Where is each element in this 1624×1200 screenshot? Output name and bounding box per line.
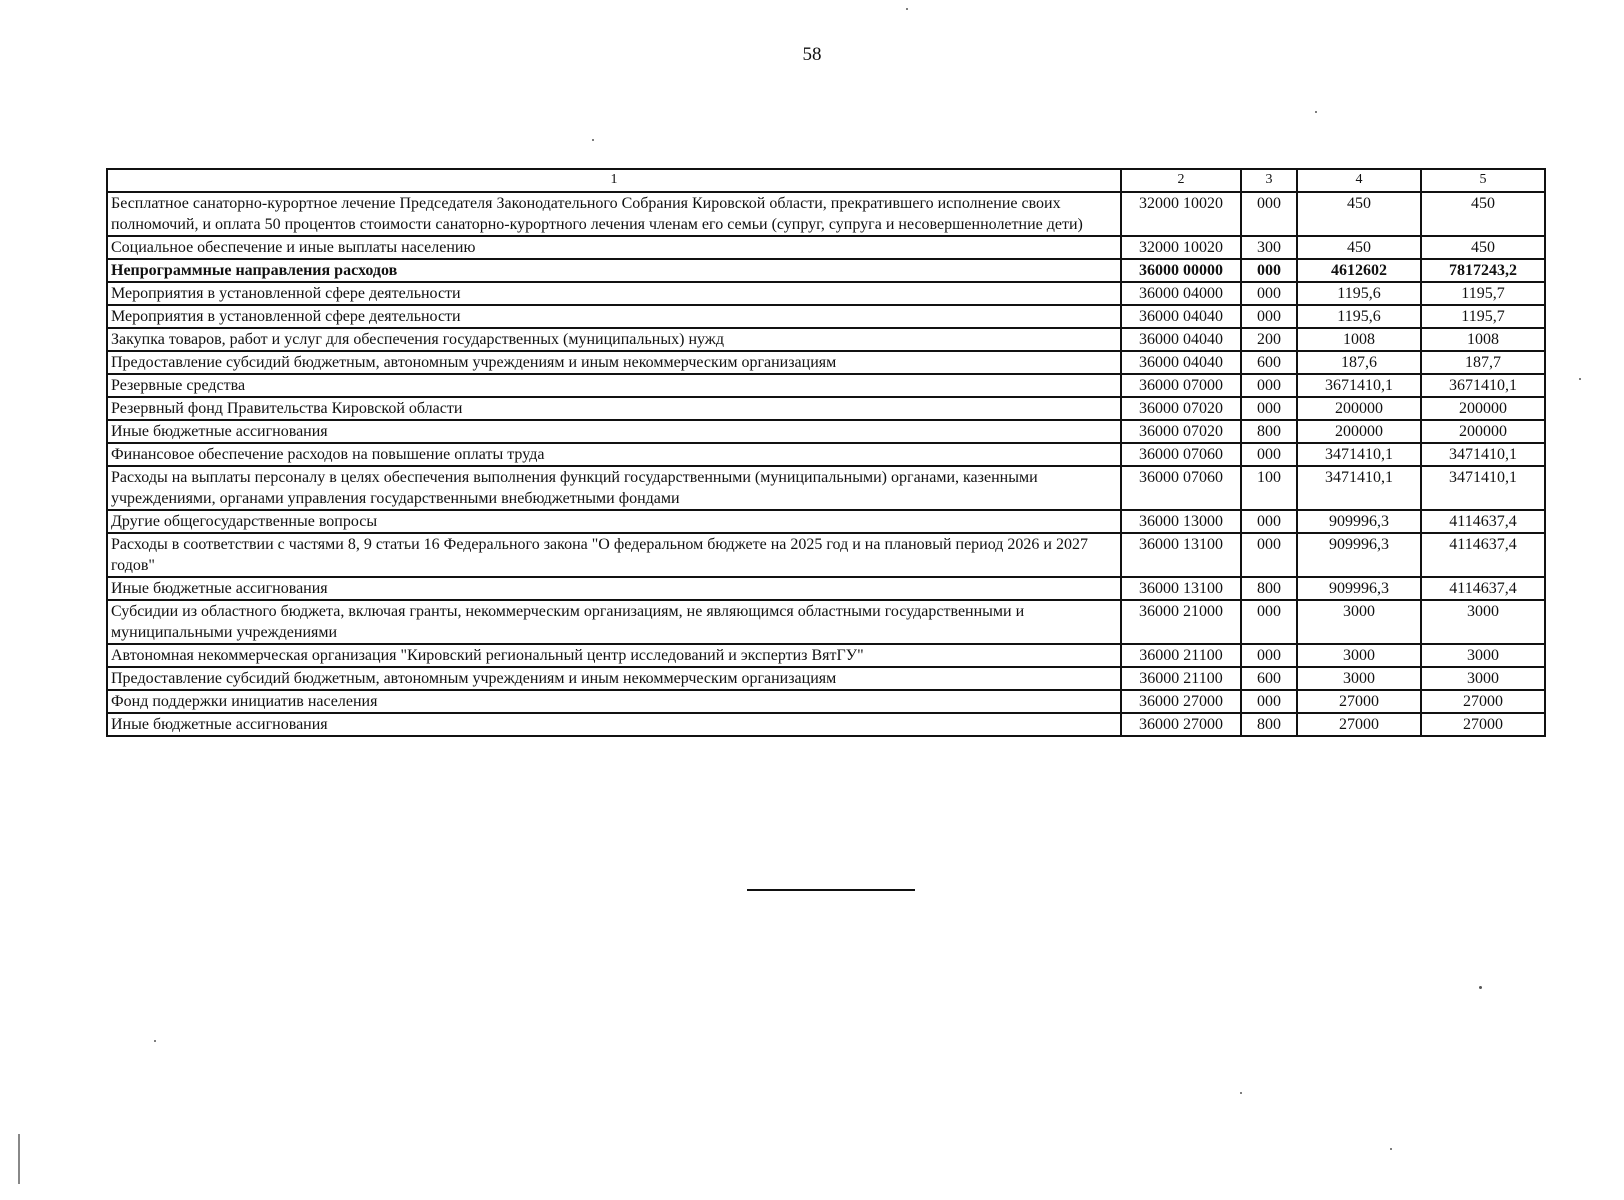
table-row	[107, 443, 1545, 466]
cell-code: 32000 10020	[1121, 192, 1241, 236]
cell-name: Непрограммные направления расходов	[107, 259, 1121, 282]
cell-amount-col4: 27000	[1297, 713, 1421, 736]
cell-amount-col5: 200000	[1421, 397, 1545, 420]
cell-expense-type: 000	[1241, 192, 1297, 236]
cell-code: 36000 00000	[1121, 259, 1241, 282]
cell-amount-col5: 3000	[1421, 667, 1545, 690]
header-col-4: 4	[1297, 169, 1421, 192]
cell-amount-col4: 4612602	[1297, 259, 1421, 282]
cell-expense-type: 000	[1241, 690, 1297, 713]
cell-code: 36000 13100	[1121, 533, 1241, 577]
cell-amount-col4: 3000	[1297, 644, 1421, 667]
budget-table	[106, 168, 1546, 737]
cell-name: Иные бюджетные ассигнования	[107, 577, 1121, 600]
cell-expense-type: 800	[1241, 577, 1297, 600]
cell-code: 36000 27000	[1121, 690, 1241, 713]
footer-rule	[747, 889, 915, 891]
cell-name: Иные бюджетные ассигнования	[107, 713, 1121, 736]
table-row	[107, 259, 1545, 282]
cell-expense-type: 200	[1241, 328, 1297, 351]
cell-amount-col5: 1195,7	[1421, 282, 1545, 305]
cell-expense-type: 100	[1241, 466, 1297, 510]
table-row	[107, 690, 1545, 713]
cell-code: 36000 04040	[1121, 328, 1241, 351]
cell-amount-col5: 3471410,1	[1421, 443, 1545, 466]
scan-speck	[1240, 1092, 1242, 1094]
cell-amount-col5: 4114637,4	[1421, 577, 1545, 600]
scan-speck	[1315, 111, 1317, 113]
cell-amount-col5: 3000	[1421, 600, 1545, 644]
cell-code: 32000 10020	[1121, 236, 1241, 259]
cell-code: 36000 07060	[1121, 443, 1241, 466]
cell-code: 36000 13000	[1121, 510, 1241, 533]
cell-amount-col5: 3671410,1	[1421, 374, 1545, 397]
table-row	[107, 374, 1545, 397]
table-row	[107, 510, 1545, 533]
table-row	[107, 644, 1545, 667]
cell-expense-type: 800	[1241, 713, 1297, 736]
cell-amount-col5: 7817243,2	[1421, 259, 1545, 282]
cell-name: Предоставление субсидий бюджетным, автономным учреждениям и иным некоммерческим организациям	[107, 351, 1121, 374]
table-row	[107, 351, 1545, 374]
cell-name: Социальное обеспечение и иные выплаты населению	[107, 236, 1121, 259]
cell-amount-col4: 450	[1297, 192, 1421, 236]
cell-code: 36000 21000	[1121, 600, 1241, 644]
header-col-1: 1	[107, 169, 1121, 192]
cell-name: Закупка товаров, работ и услуг для обеспечения государственных (муниципальных) нужд	[107, 328, 1121, 351]
cell-expense-type: 000	[1241, 644, 1297, 667]
table-row	[107, 466, 1545, 510]
table-row	[107, 305, 1545, 328]
cell-code: 36000 07020	[1121, 397, 1241, 420]
table-row	[107, 328, 1545, 351]
cell-amount-col4: 909996,3	[1297, 577, 1421, 600]
cell-amount-col5: 450	[1421, 192, 1545, 236]
cell-name: Субсидии из областного бюджета, включая гранты, некоммерческим организациям, не являющимся областными государственными и муниципальными учреждениями	[107, 600, 1121, 644]
cell-name: Фонд поддержки инициатив населения	[107, 690, 1121, 713]
cell-amount-col4: 1008	[1297, 328, 1421, 351]
cell-amount-col5: 3000	[1421, 644, 1545, 667]
table-body	[107, 192, 1545, 736]
cell-name: Финансовое обеспечение расходов на повышение оплаты труда	[107, 443, 1121, 466]
cell-amount-col4: 200000	[1297, 420, 1421, 443]
cell-expense-type: 000	[1241, 510, 1297, 533]
cell-name: Другие общегосударственные вопросы	[107, 510, 1121, 533]
cell-amount-col4: 27000	[1297, 690, 1421, 713]
table-row	[107, 282, 1545, 305]
scan-speck	[906, 8, 908, 10]
cell-name: Резервные средства	[107, 374, 1121, 397]
cell-amount-col5: 450	[1421, 236, 1545, 259]
cell-amount-col4: 1195,6	[1297, 305, 1421, 328]
cell-amount-col4: 450	[1297, 236, 1421, 259]
cell-expense-type: 000	[1241, 443, 1297, 466]
table-row	[107, 397, 1545, 420]
cell-code: 36000 07060	[1121, 466, 1241, 510]
cell-code: 36000 13100	[1121, 577, 1241, 600]
cell-code: 36000 07000	[1121, 374, 1241, 397]
cell-amount-col4: 3000	[1297, 667, 1421, 690]
scan-speck	[592, 139, 594, 141]
scan-speck	[154, 1040, 156, 1042]
cell-amount-col4: 909996,3	[1297, 510, 1421, 533]
cell-expense-type: 600	[1241, 351, 1297, 374]
cell-expense-type: 000	[1241, 374, 1297, 397]
cell-code: 36000 07020	[1121, 420, 1241, 443]
cell-amount-col4: 200000	[1297, 397, 1421, 420]
cell-name: Бесплатное санаторно-курортное лечение Председателя Законодательного Собрания Кировской области, прекратившего исполнение своих полномочий, и оплата 50 процентов стоимости санаторно-курортного лечения членам его семьи (супруг, супруга и несовершеннолетние дети)	[107, 192, 1121, 236]
cell-amount-col4: 3671410,1	[1297, 374, 1421, 397]
header-col-5: 5	[1421, 169, 1545, 192]
cell-amount-col5: 1195,7	[1421, 305, 1545, 328]
cell-name: Расходы на выплаты персоналу в целях обеспечения выполнения функций государственными (муниципальными) органами, казенными учреждениями, органами управления государственными внебюджетными фондами	[107, 466, 1121, 510]
table-row	[107, 713, 1545, 736]
table-row	[107, 600, 1545, 644]
table-row	[107, 667, 1545, 690]
cell-amount-col4: 3471410,1	[1297, 466, 1421, 510]
cell-expense-type: 800	[1241, 420, 1297, 443]
cell-amount-col5: 27000	[1421, 690, 1545, 713]
cell-amount-col5: 200000	[1421, 420, 1545, 443]
cell-name: Расходы в соответствии с частями 8, 9 статьи 16 Федерального закона "О федеральном бюджете на 2025 год и на плановый период 2026 и 2027 годов"	[107, 533, 1121, 577]
table-row	[107, 420, 1545, 443]
cell-amount-col5: 3471410,1	[1421, 466, 1545, 510]
cell-code: 36000 04040	[1121, 305, 1241, 328]
cell-amount-col5: 187,7	[1421, 351, 1545, 374]
cell-name: Автономная некоммерческая организация "Кировский региональный центр исследований и экспертиз ВятГУ"	[107, 644, 1121, 667]
scan-margin-mark	[18, 1134, 20, 1184]
cell-name: Мероприятия в установленной сфере деятельности	[107, 305, 1121, 328]
cell-expense-type: 000	[1241, 600, 1297, 644]
cell-expense-type: 000	[1241, 533, 1297, 577]
header-col-3: 3	[1241, 169, 1297, 192]
cell-code: 36000 21100	[1121, 644, 1241, 667]
cell-expense-type: 600	[1241, 667, 1297, 690]
table-row	[107, 533, 1545, 577]
cell-code: 36000 04040	[1121, 351, 1241, 374]
cell-expense-type: 000	[1241, 305, 1297, 328]
cell-amount-col4: 1195,6	[1297, 282, 1421, 305]
cell-code: 36000 04000	[1121, 282, 1241, 305]
cell-expense-type: 000	[1241, 259, 1297, 282]
cell-name: Предоставление субсидий бюджетным, автономным учреждениям и иным некоммерческим организациям	[107, 667, 1121, 690]
table-row	[107, 577, 1545, 600]
cell-code: 36000 27000	[1121, 713, 1241, 736]
cell-name: Резервный фонд Правительства Кировской области	[107, 397, 1121, 420]
cell-expense-type: 000	[1241, 397, 1297, 420]
cell-amount-col4: 187,6	[1297, 351, 1421, 374]
cell-amount-col4: 3471410,1	[1297, 443, 1421, 466]
cell-amount-col4: 909996,3	[1297, 533, 1421, 577]
page-number: 58	[802, 44, 822, 65]
cell-amount-col5: 4114637,4	[1421, 510, 1545, 533]
cell-amount-col5: 1008	[1421, 328, 1545, 351]
scan-speck	[1579, 378, 1581, 380]
table-row	[107, 192, 1545, 236]
header-col-2: 2	[1121, 169, 1241, 192]
cell-name: Мероприятия в установленной сфере деятельности	[107, 282, 1121, 305]
scan-speck	[1479, 986, 1482, 989]
cell-name: Иные бюджетные ассигнования	[107, 420, 1121, 443]
table-header-row	[107, 169, 1545, 192]
cell-code: 36000 21100	[1121, 667, 1241, 690]
cell-expense-type: 000	[1241, 282, 1297, 305]
cell-amount-col4: 3000	[1297, 600, 1421, 644]
cell-amount-col5: 4114637,4	[1421, 533, 1545, 577]
scan-speck	[1390, 1148, 1392, 1150]
cell-expense-type: 300	[1241, 236, 1297, 259]
table-row	[107, 236, 1545, 259]
cell-amount-col5: 27000	[1421, 713, 1545, 736]
